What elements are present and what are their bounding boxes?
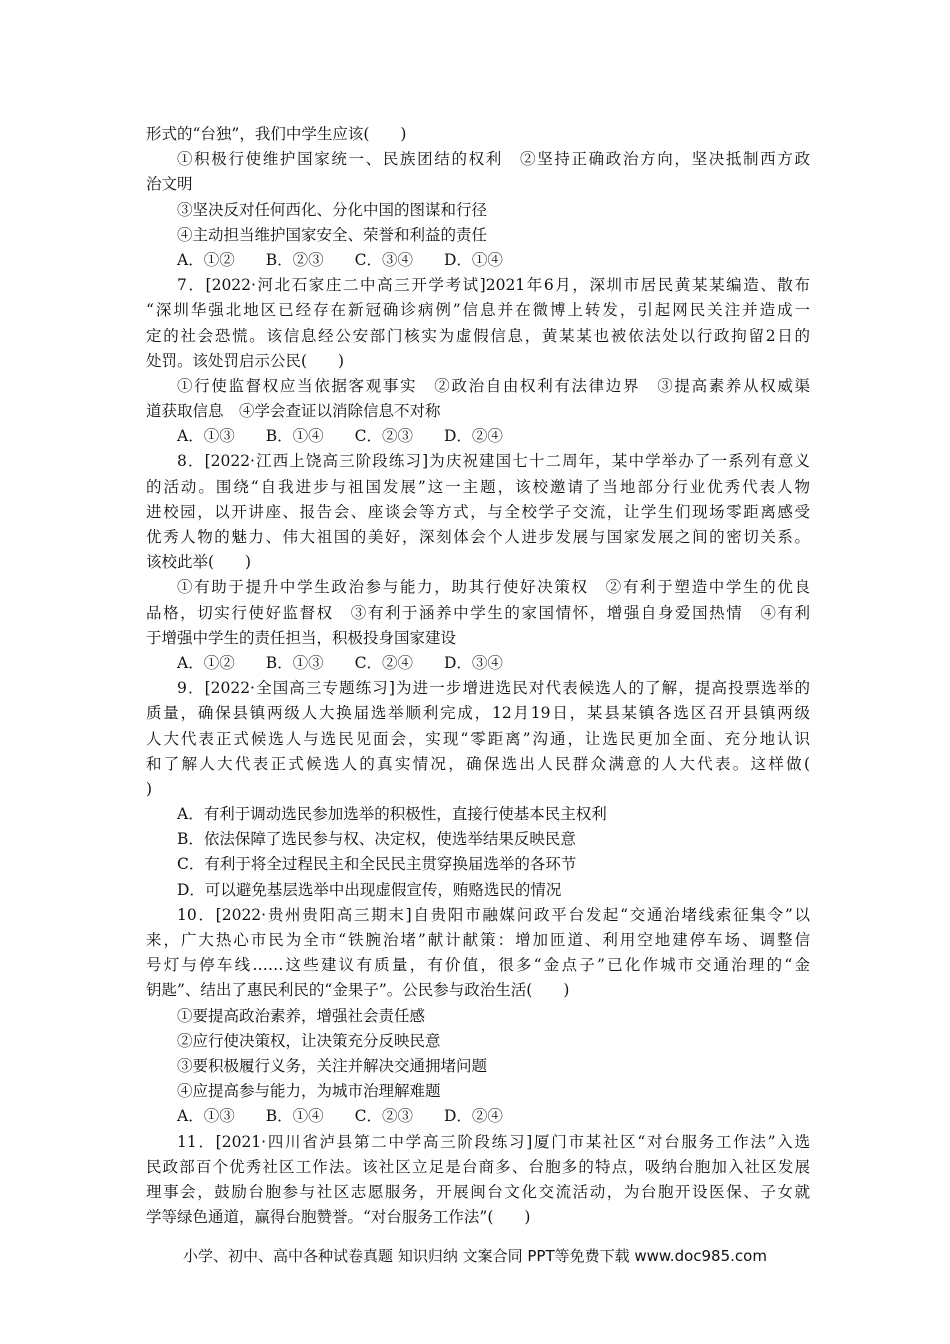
text-line: ①行使监督权应当依据客观事实 ②政治自由权利有法律边界 ③提高素养从权威渠 [177,376,810,395]
text-line: ①积极行使维护国家统一、民族团结的权利 ②坚持正确政治方向，坚决抵制西方政 [177,150,810,169]
text-line: 优秀人物的魅力、伟大祖国的美好，深刻体会个人进步发展与国家发展之间的密切关系。 [146,528,810,546]
text-line: ③要积极履行义务，关注并解决交通拥堵问题 [177,1056,488,1075]
text-line: 人大代表正式候选人与选民见面会，实现“零距离”沟通，让选民更加全面、充分地认识 [146,729,810,748]
option-b: B．依法保障了选民参与权、决定权，使选举结果反映民意 [177,830,576,849]
text-line: 的活动。围绕“自我进步与祖国发展”这一主题，该校邀请了当地部分行业优秀代表人物 [146,477,810,496]
text-line: “深圳华强北地区已经存在新冠确诊病例”信息并在微博上转发，引起网民关注并造成一 [146,301,810,320]
question-header: 9．[2022·全国高三专题练习]为进一步增进选民对代表候选人的了解，提高投票选举的 [177,679,810,698]
question-header: 8．[2022·江西上饶高三阶段练习]为庆祝建国七十二周年，某中学举办了一系列有意义 [177,452,810,471]
question-header: 10．[2022·贵州贵阳高三期末]自贵阳市融媒问政平台发起“交通治堵线索征集令”以 [177,905,810,924]
option-d: D．可以避免基层选举中出现虚假宣传，贿赂选民的情况 [177,880,562,899]
text-line: 形式的“台独”，我们中学生应该( ) [146,125,407,143]
option-a: A．有利于调动选民参加选举的积极性，直接行使基本民主权利 [177,805,607,824]
text-line: 钥匙”、结出了惠民利民的“金果子”。公民参与政治生活( ) [146,981,570,1000]
text-line: 来，广大热心市民为全市“铁腕治堵”献计献策：增加匝道、利用空地建停车场、调整信 [146,931,810,949]
text-line: ④应提高参与能力，为城市治理解难题 [177,1082,441,1101]
option-c: C．有利于将全过程民主和全民民主贯穿换届选举的各环节 [177,855,577,874]
text-line: ④主动担当维护国家安全、荣誉和利益的责任 [177,225,488,244]
answer-options: A．①② B．①③ C．②④ D．③④ [177,653,503,672]
answer-options: A．①③ B．①④ C．②③ D．②④ [177,1107,503,1126]
text-line: 民政部百个优秀社区工作法。该社区立足是台商多、台胞多的特点，吸纳台胞加入社区发展 [146,1157,810,1176]
answer-options: A．①② B．②③ C．③④ D．①④ [177,250,503,269]
text-line: 理事会，鼓励台胞参与社区志愿服务，开展闽台文化交流活动，为台胞开设医保、子女就 [146,1182,810,1201]
text-line: 学等绿色通道，赢得台胞赞誉。“对台服务工作法”( ) [146,1208,531,1227]
text-line: 和了解人大代表正式候选人的真实情况，确保选出人民群众满意的人大代表。这样做( [146,754,810,773]
text-line: 于增强中学生的责任担当，积极投身国家建设 [146,628,457,647]
text-line: 道获取信息 ④学会查证以消除信息不对称 [146,402,441,421]
text-line: 治文明 [146,175,193,194]
answer-options: A．①③ B．①④ C．②③ D．②④ [177,427,503,446]
text-line: 号灯与停车线……这些建议有质量，有价值，很多“金点子”已化作城市交通治理的“金 [146,956,810,975]
question-header: 7．[2022·河北石家庄二中高三开学考试]2021年6月，深圳市居民黄某某编造、散布 [177,276,810,295]
text-line: 进校园，以开讲座、报告会、座谈会等方式，与全校学子交流，让学生们现场零距离感受 [146,502,810,521]
text-line: 品格，切实行使好监督权 ③有利于涵养中学生的家国情怀，增强自身爱国热情 ④有利 [146,603,810,622]
text-line: ①有助于提升中学生政治参与能力，助其行使好决策权 ②有利于塑造中学生的优良 [177,578,810,597]
question-header: 11．[2021·四川省泸县第二中学高三阶段练习]厦门市某社区“对台服务工作法”入选 [177,1132,810,1151]
text-line: 处罚。该处罚启示公民( ) [146,351,345,370]
text-line: ③坚决反对任何西化、分化中国的图谋和行径 [177,200,488,219]
text-line: ) [146,779,153,798]
text-line: 定的社会恐慌。该信息经公安部门核实为虚假信息，黄某某也被依法处以行政拘留2日的 [146,326,810,345]
question-text [146,122,810,1230]
text-line: ②应行使决策权，让决策充分反映民意 [177,1031,441,1050]
text-line: 该校此举( ) [146,553,252,572]
footer-banner: 小学、初中、高中各种试卷真题 知识归纳 文案合同 PPT等免费下载 www.doc985.com [183,1247,767,1265]
text-line: ①要提高政治素养，增强社会责任感 [177,1006,426,1025]
text-line: 质量，确保县镇两级人大换届选举顺利完成，12月19日，某县某镇各选区召开县镇两级 [146,704,810,723]
